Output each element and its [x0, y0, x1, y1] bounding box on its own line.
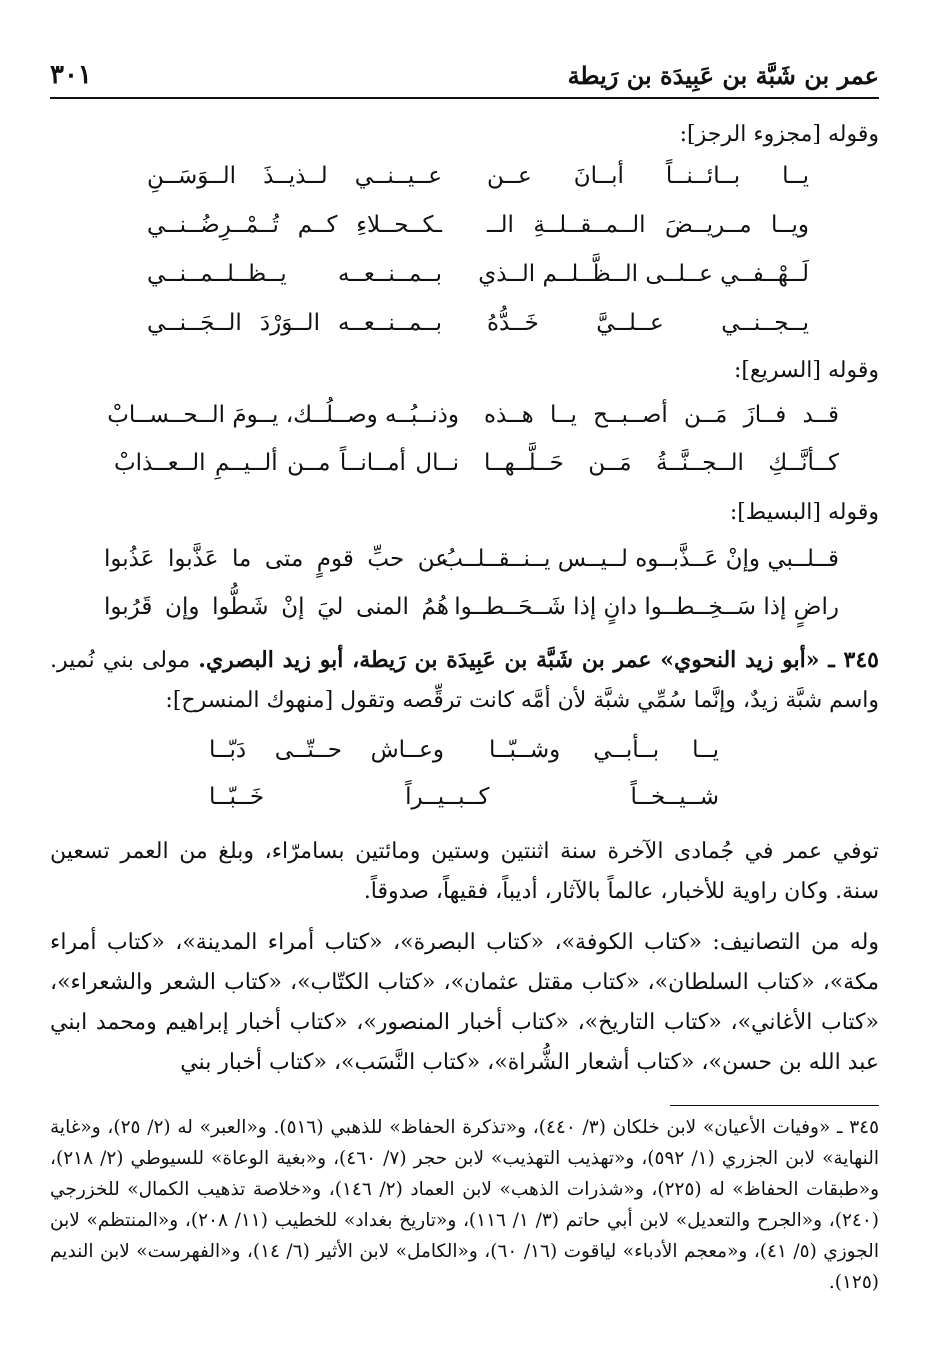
- page-number: ٣٠١: [50, 60, 92, 90]
- verse-line: [104, 594, 839, 620]
- entry-heading: ٣٤٥ ـ «أبو زيد النحوي» عمر بن شَبَّة بن عَبِيدَة بن رَيطة، أبو زيد البصري.: [198, 647, 879, 673]
- poem-intro-rajaz: وقوله [مجزوء الرجز]:: [679, 122, 879, 147]
- poem-intro-basit: وقوله [البسيط]:: [729, 500, 879, 525]
- running-header: [50, 52, 879, 98]
- verse-line: [147, 163, 809, 189]
- poem-intro-sari: وقوله [السريع]:: [734, 358, 879, 383]
- verse-hemistich-second: نــال أمــانــاً مــن ألــيــمِ الــعــذابْ: [114, 450, 459, 476]
- verse-line: [147, 212, 809, 238]
- verse-hemistich-first: كــأنَّــكِ الــجــنَّــةُ مَــن حَــلَّــهــا: [484, 450, 839, 476]
- entry-345: [50, 640, 879, 721]
- verse-hemistich-second: بــمــنــعــه يــظــلــمــنــي: [147, 261, 442, 287]
- verse-hemistich-first: شــيــخــاً كــبــيــراً خَــبّــا: [209, 784, 719, 810]
- verse-hemistich-first: راضٍ إذا سَــخِــطــوا دانٍ إذا شَــحَــطــوا: [454, 594, 839, 620]
- verse-hemistich-first: يــا بــأبــي وشــبّــا: [489, 737, 719, 763]
- verse-hemistich-second: ـكــحــلاءِ كــم تُــمْــرِضُــنــي: [147, 212, 442, 238]
- verse-hemistich-first: لَــهْــفــي عــلــى الــظَّــلــم الــذي: [478, 261, 809, 287]
- verse-line: [209, 784, 719, 810]
- footnote-rule: [670, 1105, 879, 1106]
- verse-line: [147, 310, 809, 336]
- verse-line: [147, 261, 809, 287]
- verse-hemistich-first: قــلــبي وإنْ عَــذَّبــوه لــيــس يــنــقــلــبُ: [441, 546, 839, 572]
- header-rule: [50, 97, 879, 99]
- verse-hemistich-second: وعــاش حــتّــى دَبّــا: [209, 737, 444, 763]
- paragraph-death: توفي عمر في جُمادى الآخرة سنة اثنتين وستين ومائتين بسامرّاء، وبلغ من العمر تسعين سنة. وكان راوية للأخبار، عالماً بالآثار، أديباً، فقيهاً، صدوقاً.: [50, 839, 879, 904]
- entry-text: مولى بني نُمير. واسم شبَّة زيدٌ، وإنَّما سُمِّي شبَّة لأن أمَّه كانت ترقِّصه وتقول [منهوك المنسرح]:: [50, 648, 879, 713]
- running-title: عمر بن شَبَّة بن عَبِيدَة بن رَيطة: [567, 60, 879, 90]
- verse-line: [104, 546, 839, 572]
- verse-hemistich-second: عن حبِّ قومٍ متى ما عَذَّبوا عَذُبوا: [104, 546, 449, 572]
- verse-hemistich-first: يــا بــائــنــاً أبــانَ عــن: [487, 163, 809, 189]
- footnote: ٣٤٥ ـ «وفيات الأعيان» لابن خلكان (٣/ ٤٤٠)، و«تذكرة الحفاظ» للذهبي (٥١٦). و«العبر» له (٢/ ٢٥)، و«غاية النهاية» لابن الجزري (١/ ٥٩٢)، و«تهذيب التهذيب» لابن حجر (٧/ ٤٦٠)، و«بغية الوعاة» للسيوطي (٢/ ٢١٨)، و«طبقات الحفاظ» له (٢٢٥)، و«شذرات الذهب» لابن العماد (٢/ ١٤٦)، و«خلاصة تذهيب الكمال» للخزرجي (٢٤٠)، و«الجرح والتعديل» لابن أبي حاتم (٣/ ١/ ١١٦)، و«تاريخ بغداد» للخطيب (١١/ ٢٠٨)، و«المنتظم» لابن الجوزي (٥/ ٤١)، و«معجم الأدباء» لياقوت (١٦/ ٦٠)، و«الكامل» لابن الأثير (٦/ ١٤)، و«الفهرست» لابن النديم (١٢٥).: [50, 1117, 880, 1293]
- verse-hemistich-second: عــيــنــي لــذيــذَ الــوَسَــنِ: [147, 163, 442, 189]
- paragraph-works: وله من التصانيف: «كتاب الكوفة»، «كتاب البصرة»، «كتاب أمراء المدينة»، «كتاب أمراء مكة»، «كتاب السلطان»، «كتاب مقتل عثمان»، «كتاب الكتّاب»، «كتاب الشعر والشعراء»، «كتاب الأغاني»، «كتاب التاريخ»، «كتاب أخبار المنصور»، «كتاب أخبار إبراهيم ومحمد ابني عبد الله بن حسن»، «كتاب أشعار الشُّراة»، «كتاب النَّسَب»، «كتاب أخبار بني: [50, 930, 879, 1075]
- verse-line: [114, 450, 839, 476]
- verse-line: [107, 402, 839, 428]
- verse-hemistich-first: يــجــنــي عــلــيَّ خَــدُّهُ: [487, 310, 809, 336]
- verse-hemistich-second: هُمُ المنى ليَ إنْ شَطُّوا وإن قَرُبوا: [104, 594, 449, 620]
- verse-hemistich-first: ويــا مــريــضَ الــمــقــلــةِ الــ: [487, 212, 809, 238]
- verse-line: [209, 737, 719, 763]
- verse-hemistich-first: قــد فــازَ مَــن أصــبــح يــا هــذه: [484, 402, 839, 428]
- verse-hemistich-second: وذنــبُــه وصــلُــك، يــومَ الــحــســابْ: [107, 402, 459, 428]
- verse-hemistich-second: بــمــنــعــه الــوَرْدَ الــجَــنــي: [147, 310, 442, 336]
